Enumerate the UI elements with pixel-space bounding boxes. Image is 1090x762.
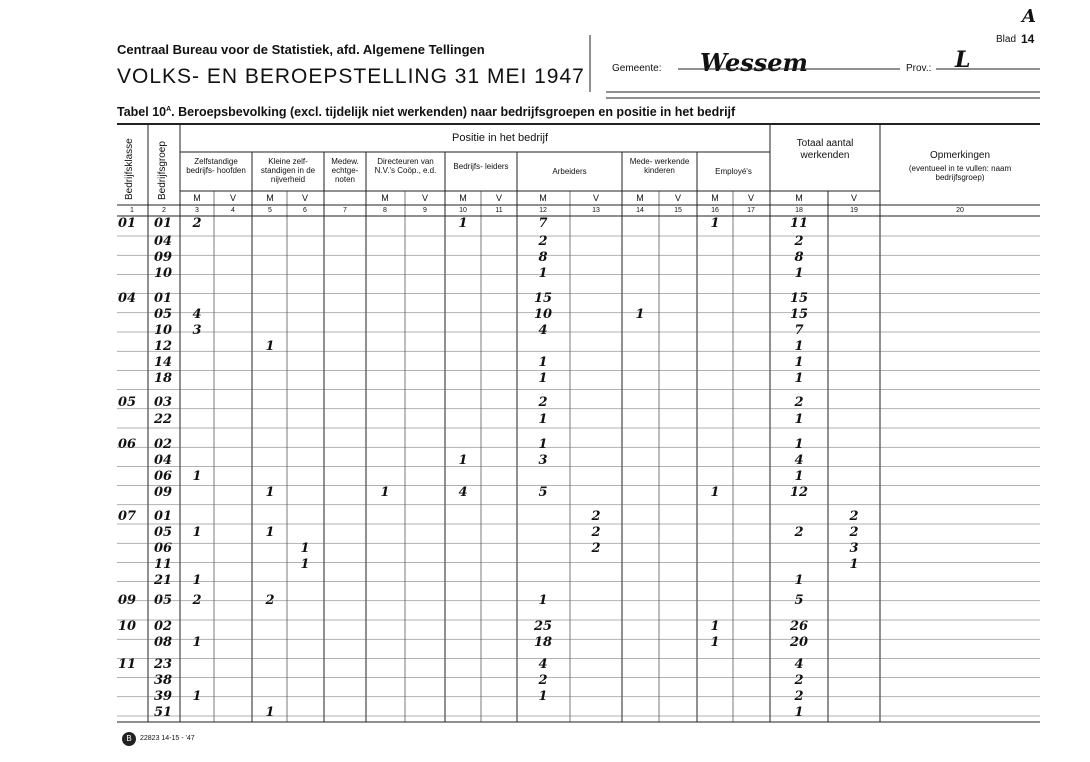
cell-c18: 2 [794,525,804,540]
bedrijfsgroep-code: 10 [154,323,173,338]
bedrijfsgroep-code: 04 [154,453,173,468]
cell-c12: 4 [538,323,548,338]
column-number-12: 12 [539,207,547,214]
bedrijfsgroep-code: 08 [154,635,173,650]
cell-c14: 1 [635,307,645,322]
printer-logo: B [122,732,136,746]
cell-c13: 2 [591,541,601,556]
mv-label-m-5: M [539,193,547,203]
col-mede: Mede- werkende kinderen [629,157,690,175]
mv-label-m-6: M [636,193,644,203]
cell-c10: 1 [458,453,468,468]
bedrijfsgroep-code: 02 [154,437,173,452]
column-number-1: 1 [130,207,134,214]
col-totaal: Totaal aantal werkenden [796,138,854,161]
column-number-8: 8 [383,207,387,214]
bedrijfsklasse-code: 11 [118,657,137,672]
mv-label-m-3: M [381,193,389,203]
cell-c16: 1 [710,635,720,650]
cell-c18: 26 [789,619,809,634]
column-number-15: 15 [674,207,682,214]
cell-c12: 1 [538,355,548,370]
cell-c18: 15 [789,307,809,322]
col-positie: Positie in het bedrijf [452,132,548,144]
cell-c3: 1 [192,635,202,650]
bedrijfsgroep-code: 51 [154,705,173,720]
column-number-11: 11 [495,207,503,214]
prov-value: L [955,47,971,73]
cell-c18: 12 [789,485,809,500]
column-number-5: 5 [268,207,272,214]
mv-label-v-2: V [301,193,308,203]
cell-c18: 1 [794,437,804,452]
cell-c18: 1 [794,266,804,281]
table-label: Tabel 10 [117,105,167,119]
cell-c19: 3 [849,541,859,556]
cell-c18: 5 [794,593,804,608]
print-code: 22823 14-15 - '47 [140,735,195,742]
cell-c12: 1 [538,371,548,386]
cell-c5: 1 [265,339,275,354]
bedrijfsklasse-code: 01 [118,216,137,231]
column-number-10: 10 [459,207,467,214]
bedrijfsklasse-code: 04 [118,291,137,306]
cell-c19: 1 [849,557,859,572]
bedrijfsklasse-code: 05 [118,395,137,410]
cell-c18: 1 [794,705,804,720]
bedrijfsgroep-code: 01 [154,216,173,231]
cell-c18: 2 [794,395,804,410]
bedrijfsgroep-code: 06 [154,469,173,484]
cell-c18: 1 [794,469,804,484]
bedrijfsgroep-code: 14 [154,355,173,370]
bedrijfsklasse-code: 07 [118,509,137,524]
col-medew: Medew. echtge- noten [331,157,359,184]
cell-c12: 10 [533,307,553,322]
bedrijfsgroep-code: 09 [154,485,173,500]
col-opmerkingen: Opmerkingen [929,150,991,161]
cell-c3: 3 [192,323,202,338]
column-number-19: 19 [850,207,858,214]
mv-label-v-8: V [850,193,857,203]
cell-c16: 1 [710,216,720,231]
bedrijfsgroep-code: 02 [154,619,173,634]
column-number-4: 4 [231,207,235,214]
cell-c12: 7 [538,216,548,231]
cell-c5: 2 [265,593,275,608]
col-kleine: Kleine zelf- standigen in de nijverheid [260,157,316,184]
column-number-3: 3 [195,207,199,214]
col-arbeiders: Arbeiders [552,167,587,176]
cell-c12: 3 [538,453,548,468]
mv-label-v-5: V [592,193,599,203]
cell-c12: 1 [538,437,548,452]
column-number-2: 2 [162,207,166,214]
cell-c18: 8 [794,250,804,265]
bedrijfsklasse-code: 10 [118,619,137,634]
mv-label-v-6: V [674,193,681,203]
table-title: . Beroepsbevolking (excl. tijdelijk niet werkenden) naar bedrijfsgroepen en positie in het bedrijf [171,105,736,119]
mv-label-m-8: M [795,193,803,203]
column-number-9: 9 [423,207,427,214]
cell-c18: 2 [794,673,804,688]
cell-c5: 1 [265,705,275,720]
column-number-18: 18 [795,207,803,214]
col-bedrijfsleiders: Bedrijfs- leiders [453,162,509,171]
cell-c6: 1 [300,541,310,556]
cell-c12: 18 [533,635,553,650]
col-bedrijfsklasse: Bedrijfsklasse [124,138,135,200]
cell-c12: 5 [538,485,548,500]
bedrijfsgroep-code: 06 [154,541,173,556]
bedrijfsgroep-code: 23 [154,657,173,672]
cell-c16: 1 [710,485,720,500]
bedrijfsgroep-code: 21 [154,573,173,588]
cell-c18: 1 [794,573,804,588]
cell-c10: 4 [458,485,468,500]
bedrijfsgroep-code: 05 [154,307,173,322]
cell-c12: 1 [538,593,548,608]
bedrijfsgroep-code: 22 [154,412,173,427]
col-opmerkingen-sub: (eventueel in te vullen: naam bedrijfsgroep) [908,164,1012,182]
bedrijfsgroep-code: 04 [154,234,173,249]
cell-c18: 15 [789,291,809,306]
bedrijfsgroep-code: 10 [154,266,173,281]
mv-label-v-3: V [421,193,428,203]
cell-c12: 1 [538,266,548,281]
blad-label: Blad [996,34,1017,45]
bedrijfsgroep-code: 12 [154,339,173,354]
mv-label-m-2: M [266,193,274,203]
bedrijfsgroep-code: 11 [154,557,173,572]
column-number-20: 20 [956,207,964,214]
gemeente-value: Wessem [700,48,808,77]
bedrijfsgroep-code: 39 [154,689,173,704]
cell-c19: 2 [849,509,859,524]
table-label-sup: A [166,105,172,113]
cell-c12: 1 [538,689,548,704]
blad-mark: A [1022,6,1036,27]
bedrijfsklasse-code: 06 [118,437,137,452]
cell-c12: 8 [538,250,548,265]
blad-value: 14 [1021,32,1035,46]
form-title: VOLKS- EN BEROEPSTELLING 31 MEI 1947 [117,65,585,88]
cell-c5: 1 [265,485,275,500]
mv-label-v-7: V [747,193,754,203]
mv-label-m-4: M [459,193,467,203]
cell-c3: 1 [192,469,202,484]
column-number-17: 17 [747,207,755,214]
bedrijfsgroep-code: 05 [154,525,173,540]
bedrijfsgroep-code: 09 [154,250,173,265]
bedrijfsklasse-code: 09 [118,593,137,608]
cell-c12: 1 [538,412,548,427]
col-bedrijfsgroep: Bedrijfsgroep [157,141,168,200]
mv-label-m-1: M [193,193,201,203]
cell-c16: 1 [710,619,720,634]
cell-c18: 20 [789,635,809,650]
col-employes: Employé's [715,167,752,176]
bedrijfsgroep-code: 18 [154,371,173,386]
column-number-16: 16 [711,207,719,214]
cell-c18: 11 [789,216,809,231]
gemeente-label: Gemeente: [612,63,662,74]
col-directeuren: Directeuren van N.V.'s Coöp., e.d. [374,157,437,175]
cell-c18: 7 [794,323,804,338]
col-zelfstandige: Zelfstandige bedrijfs- hoofden [186,157,246,175]
cell-c3: 2 [192,593,202,608]
cell-c12: 25 [533,619,553,634]
cell-c12: 4 [538,657,548,672]
cell-c3: 1 [192,689,202,704]
cell-c3: 1 [192,525,202,540]
cell-c12: 2 [538,395,548,410]
cell-c12: 2 [538,673,548,688]
cell-c18: 4 [794,657,804,672]
cell-c8: 1 [380,485,390,500]
cell-c5: 1 [265,525,275,540]
cell-c18: 1 [794,339,804,354]
cell-c3: 2 [192,216,202,231]
column-number-7: 7 [343,207,347,214]
mv-label-v-1: V [229,193,236,203]
cell-c18: 1 [794,355,804,370]
prov-label: Prov.: [906,63,932,74]
cell-c10: 1 [458,216,468,231]
cell-c13: 2 [591,525,601,540]
bedrijfsgroep-code: 38 [154,673,173,688]
column-number-14: 14 [636,207,644,214]
cell-c12: 15 [533,291,553,306]
mv-label-v-4: V [495,193,502,203]
cell-c13: 2 [591,509,601,524]
cell-c18: 2 [794,234,804,249]
cell-c3: 1 [192,573,202,588]
cell-c19: 2 [849,525,859,540]
bedrijfsgroep-code: 03 [154,395,173,410]
bedrijfsgroep-code: 01 [154,509,173,524]
bedrijfsgroep-code: 05 [154,593,173,608]
column-number-13: 13 [592,207,600,214]
bureau-heading: Centraal Bureau voor de Statistiek, afd. Algemene Tellingen [117,42,485,57]
cell-c18: 1 [794,371,804,386]
column-number-6: 6 [303,207,307,214]
cell-c12: 2 [538,234,548,249]
cell-c18: 4 [794,453,804,468]
bedrijfsgroep-code: 01 [154,291,173,306]
cell-c6: 1 [300,557,310,572]
cell-c3: 4 [192,307,202,322]
mv-label-m-7: M [711,193,719,203]
cell-c18: 2 [794,689,804,704]
cell-c18: 1 [794,412,804,427]
